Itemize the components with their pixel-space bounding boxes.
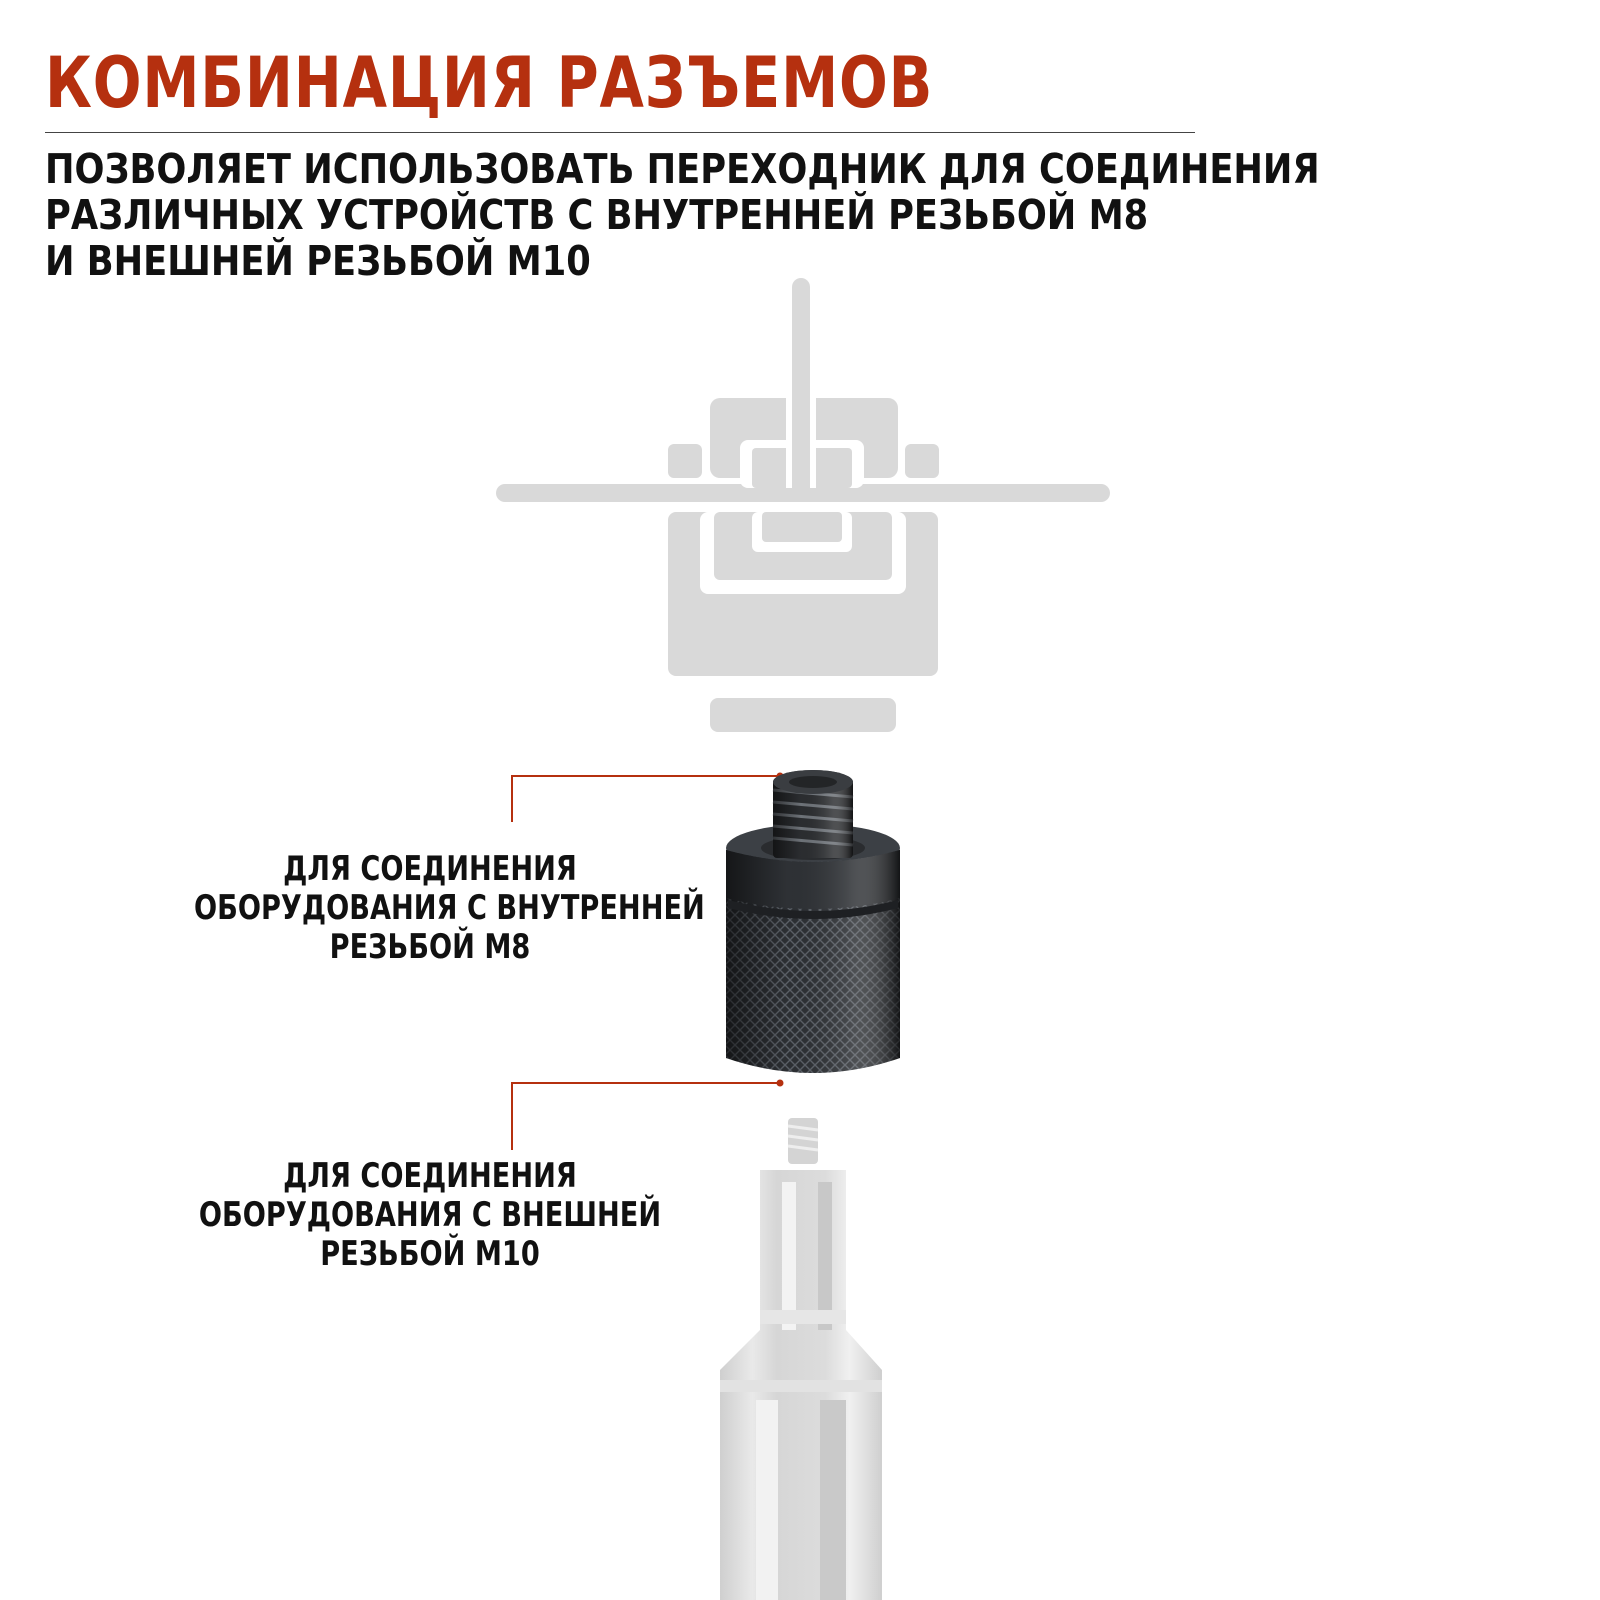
callout-label-internal-thread-m8 xyxy=(194,849,705,967)
title-divider xyxy=(45,132,1195,133)
subtitle-line: ПОЗВОЛЯЕТ ИСПОЛЬЗОВАТЬ ПЕРЕХОДНИК ДЛЯ СОЕДИНЕНИЯ xyxy=(45,145,1320,193)
callout-label-line: ДЛЯ СОЕДИНЕНИЯ xyxy=(283,1156,577,1196)
callout-line-top xyxy=(512,773,784,823)
callout-label-line: ДЛЯ СОЕДИНЕНИЯ xyxy=(283,849,577,889)
callout-label-line: РЕЗЬБОЙ М8 xyxy=(329,927,531,967)
device-mount-silhouette-icon xyxy=(496,278,1110,732)
callout-line-bottom xyxy=(512,1080,784,1151)
thread-adapter-icon xyxy=(726,770,900,1073)
callout-label-external-thread-m10 xyxy=(194,1157,666,1274)
callout-label-line: РЕЗЬБОЙ М10 xyxy=(320,1234,540,1274)
subtitle-line: РАЗЛИЧНЫХ УСТРОЙСТВ С ВНУТРЕННЕЙ РЕЗЬБОЙ М8 xyxy=(45,191,1149,239)
page-title: КОМБИНАЦИЯ РАЗЪЕМОВ xyxy=(45,42,934,124)
callout-label-line: ОБОРУДОВАНИЯ С ВНУТРЕННЕЙ xyxy=(194,888,705,928)
callout-label-line: ОБОРУДОВАНИЯ С ВНЕШНЕЙ xyxy=(198,1195,662,1235)
page-subtitle xyxy=(45,146,1320,284)
subtitle-line: И ВНЕШНЕЙ РЕЗЬБОЙ М10 xyxy=(45,237,591,285)
stand-pole-silhouette-icon xyxy=(720,1118,882,1600)
